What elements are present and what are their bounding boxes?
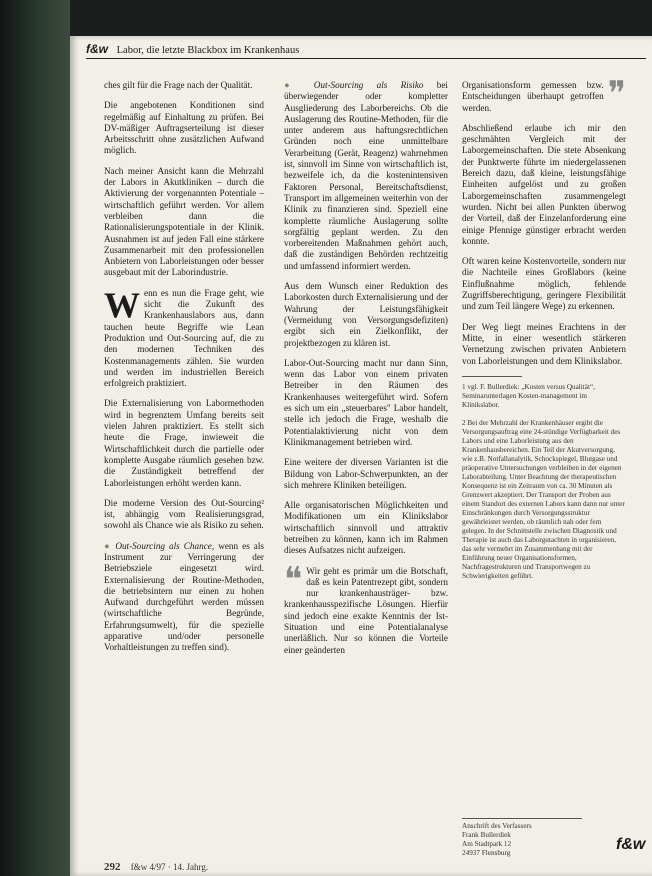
paragraph: ches gilt für die Frage nach der Qualität. xyxy=(104,80,253,90)
paragraph-text: Organisationsform gemessen bzw. Entscheidungen überhaupt getroffen werden. xyxy=(462,80,604,113)
paragraph: Die moderne Version des Out-Sourcing² ist, abhängig vom Realisierungsgrad, sowohl als Chance wie als Risiko zu sehen. xyxy=(104,497,264,531)
paragraph-dropcap xyxy=(104,284,264,390)
footnote: 1 vgl. F. Bullerdiek: „Kosten versus Qualität“, Seminarunterlagen Kosten-management im Klinikslabor. xyxy=(462,382,595,409)
page-number: 292 xyxy=(104,861,121,873)
pull-quote-paragraph xyxy=(284,560,448,656)
paragraph: Abschließend erlaube ich mir den geschmähten Vergleich mit der Laborgemeinschaften. Die stete Absenkung der Punktwerte führte im niedergelassenen Bereich dazu, daß kleine, leistungsfähige Einheiten aufgelöst und zu großen Laborgemeinschaften zusammengelegt wurden. Nicht bei allen Punkten überwog der Vorteil, daß der Einzelanforderung eine einige Pfennige günstiger erbracht werden konnte. xyxy=(462,122,626,246)
paragraph: Alle organisatorischen Möglichkeiten und Modifikationen um ein Klinikslabor wirtschaftlich sinnvoll und attraktiv betreiben zu können, kann ich im Rahmen dieses Aufsatzes nicht aufzeigen. xyxy=(284,500,448,556)
column-1 xyxy=(104,80,264,663)
column-2 xyxy=(284,80,448,665)
bullet-icon: ● xyxy=(104,540,112,551)
author-city: 24937 Flensburg xyxy=(462,849,511,857)
paragraph-text: enn es nun die Frage geht, wie sicht die Zukunft des Krankenhauslabors aus, dann tauchen heute Begriffe wie Lean Produktion und Out-Sourcing auf, die zu den modernen Techniken des Kostenmanagements zählen. Sie wurden und werden im industriellen Bereich erfolgreich praktiziert. xyxy=(104,287,264,389)
paragraph: Nach meiner Ansicht kann die Mehrzahl der Labors in Akutkliniken – durch die Aktivierung der vorgenannten Potentiale – wirtschaftlich geführt werden. Vor allem verbleiben dann die Rationalisierungspotentiale in der Klinik. Ausnahmen ist auf jeden Fall eine stärkere Zusammenarbeit mit den professionellen Anbietern von Laborleistungen oder besser ausgebaut mit der Laborindustrie. xyxy=(104,165,264,278)
paragraph-text: Wir geht es primär um die Botschaft, daß es kein Patentrezept gibt, sondern nur krankenhausträger- bzw. krankenhausspezifische Lösungen. Hierfür sind jedoch eine exakte Kenntnis der Ist-Situation und eine Potentialanalyse unerläßlich. Nur so können die Vorteile einer geänderten xyxy=(284,565,448,655)
paragraph: Eine weitere der diversen Varianten ist die Bildung von Labor-Schwerpunkten, an der sich mehrere Kliniken beteiligen. xyxy=(284,457,448,490)
page-footer xyxy=(104,861,208,873)
paragraph: Oft waren keine Kostenvorteile, sondern nur die Nachteile eines Großlabors (keine Einflußnahme möglich, fehlende Zugriffsberechtigung, geringere Flexibilität und zum Teil längere Wege) zu erkennen. xyxy=(462,256,626,312)
journal-ref: f&w 4/97 · 14. Jahrg. xyxy=(130,862,209,872)
pull-quote-paragraph xyxy=(462,75,626,114)
paragraph: Die angebotenen Konditionen sind regelmäßig auf Einhaltung zu prüfen. Bei DV-mäßiger Auftragserteilung ist dieser Arbeitsschritt ohne zusätzlichen Aufwand möglich. xyxy=(104,100,264,156)
column-3 xyxy=(462,75,626,590)
footnote: 2 Bei der Mehrzahl der Krankenhäuser ergibt die Versorgungsauftrag eine 24-stündige Verfügbarkeit des Labors und eine Laborleistung aus den Krankenhausbereichen. Ein Teil der Akutversorgung, wie z.B. Notfallanalytik, Schockspiegel, Blutgase und präoperative Untersuchungen verbleiben in der eigenen Laborabteilung. Unter Beachtung der therapeutischen Konsequenz ist ein Zeitraum von ca. 30 Minuten als Grenzwert akzeptiert. Der Transport der Proben aus einem Standort des externen Labors kann dann nur unter Einschränkungen durch Versorgungsstruktur gewährleistet werden, ob räumlich nah oder fern gelegen. In der Schnittstelle zwischen Diagnostik und Therapie ist auch das Laborgutachten in organisieren, das sehr vermehrt im Zusammenhang mit der Einführung neuer Organisationsformen, Nachfragestrukturen und Transportwegen zu Schwierigkeiten geführt. xyxy=(462,418,625,580)
bullet-paragraph xyxy=(104,541,264,654)
footer-logo: f&w xyxy=(616,836,646,853)
book-spine xyxy=(0,0,70,876)
page-header xyxy=(86,42,646,59)
bullet-paragraph xyxy=(284,80,448,272)
paragraph: Labor-Out-Sourcing macht nur dann Sinn, wenn das Labor von einem privaten Betreiber in den Räumen des Krankenhauses weitergeführt wird. Sofern es sich um ein „steuerbares" Labor handelt, stelle ich jedoch die Frage, weshalb die Potentialaktivierung nicht von dem Klinikmanagement betrieben wird. xyxy=(284,357,448,447)
bullet-lead: Out-Sourcing als Chance, xyxy=(115,540,215,551)
paragraph: Aus dem Wunsch einer Reduktion des Laborkosten durch Externalisierung und der Wahrung der Leistungsfähigkeit (Vermeidung von Versorgungsdefiziten) ergibt sich ein Zielkonflikt, der projektbezogen zu klären ist. xyxy=(284,281,448,348)
author-name: Frank Bullerdiek xyxy=(462,831,511,839)
paragraph: Der Weg liegt meines Erachtens in der Mitte, in einer wesentlich stärkeren Vernetzung zwischen privaten Anbietern von Laborleistungen und dem Klinikslabor. xyxy=(462,321,626,366)
quote-close-icon: ❞ xyxy=(607,75,626,113)
author-street: Am Stadtpark 12 xyxy=(462,840,512,848)
drop-cap: W xyxy=(104,284,140,325)
footnote-divider xyxy=(462,376,522,377)
paragraph-text: bei überwiegender oder kompletter Ausgliederung des Laborbereichs. Ob die Auslagerung des Routine-Methoden, für die unter anderem aus haftungsrechtlichen Gründen noch eine unmittelbare Verarbeitung (Gerät, Reagenz) wahrnehmen ist, sinnvoll im Sinne von wirtschaftlich ist, bezweifele ich, da die kostenintensiven Faktoren Personal, Bereitschaftsdienst, Transport im allgemeinen weiterhin von der Klinik zu finanzieren sind. Speziell eine komplette räumliche Auslagerung sollte sorgfältig geplant werden. Zu den vorbereitenden Maßnahmen gehört auch, daß die zuständigen Behörden rechtzeitig und umfassend informiert werden. xyxy=(284,80,448,271)
author-label: Anschrift des Verfassers xyxy=(462,822,532,830)
bullet-lead: Out-Sourcing als Risiko xyxy=(313,80,424,90)
magazine-page xyxy=(70,36,652,876)
bullet-icon: ● xyxy=(284,80,301,90)
header-title: Labor, die letzte Blackbox im Krankenhaus xyxy=(116,45,300,56)
paragraph: Die Externalisierung von Labormethoden wird in begrenztem Umfang bereits seit vielen Jahren praktiziert. Es stellt sich heute die Frage, inwieweit die Wirtschaftlichkeit durch die partielle oder komplette Ausgabe räumlich gesehen bzw. die Zuständigkeit betreffend der Laborleistungen erhöht werden kann. xyxy=(104,398,264,488)
paragraph-text: wenn es als Instrument zur Verringerung der Betriebsziele eingesetzt wird. Externalisierung der Routine-Methoden, die betriebsintern nur einen zu hohen Aufwand durchgeführt werden müssen (wirtschaftliche Begründe, Erfahrungsumwelt), für die spezielle apparative und/oder personelle Vorhaltleistungen zu treffen sind). xyxy=(104,540,265,653)
author-address xyxy=(462,818,582,858)
quote-open-icon: ❝ xyxy=(284,560,303,599)
header-logo: f&w xyxy=(86,42,108,56)
